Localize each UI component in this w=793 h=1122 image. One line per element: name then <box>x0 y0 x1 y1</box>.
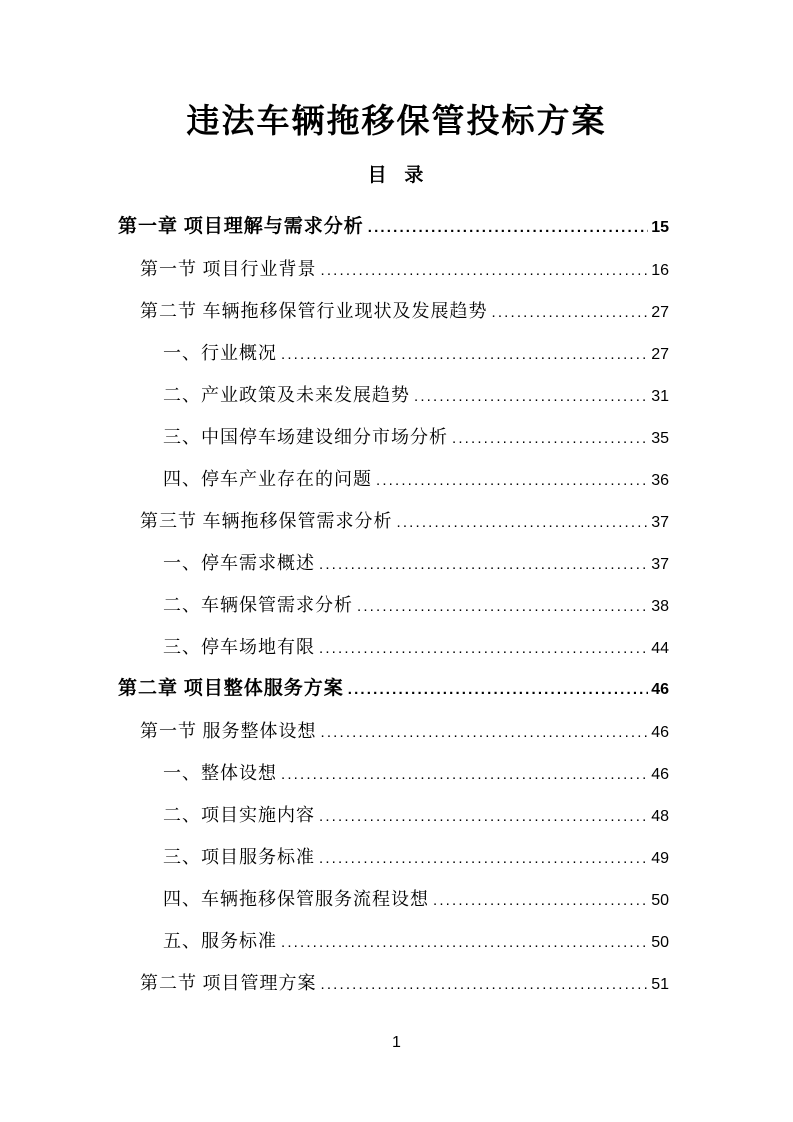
dot-leader <box>319 794 648 838</box>
toc-entry-title: 三、停车场地有限 <box>163 637 315 657</box>
toc-entry-title: 五、服务标准 <box>163 931 277 951</box>
table-of-contents <box>0 206 793 1004</box>
dot-leader <box>321 962 649 1006</box>
toc-entry[interactable] <box>118 794 669 836</box>
toc-entry-page: 51 <box>651 976 669 993</box>
toc-entry-page: 44 <box>651 640 669 657</box>
toc-entry-page: 46 <box>651 724 669 741</box>
dot-leader <box>348 668 648 711</box>
toc-entry-page: 50 <box>651 934 669 951</box>
toc-entry[interactable] <box>118 416 669 458</box>
toc-entry[interactable] <box>118 374 669 416</box>
dot-leader <box>452 416 648 460</box>
dot-leader <box>319 836 648 880</box>
toc-entry-title: 第一节 项目行业背景 <box>140 259 317 279</box>
dot-leader <box>321 248 649 292</box>
toc-entry-title: 一、整体设想 <box>163 763 277 783</box>
toc-entry-page: 49 <box>651 850 669 867</box>
toc-entry-title: 一、行业概况 <box>163 343 277 363</box>
toc-entry[interactable] <box>118 836 669 878</box>
toc-entry-page: 31 <box>651 388 669 405</box>
toc-entry[interactable] <box>118 668 669 710</box>
toc-entry-page: 36 <box>651 472 669 489</box>
toc-entry[interactable] <box>118 542 669 584</box>
toc-heading: 目 录 <box>367 165 426 186</box>
toc-entry-title: 二、车辆保管需求分析 <box>163 595 353 615</box>
dot-leader <box>319 626 648 670</box>
toc-entry[interactable] <box>118 458 669 500</box>
toc-entry-title: 二、项目实施内容 <box>163 805 315 825</box>
dot-leader <box>281 920 648 964</box>
toc-entry-page: 16 <box>651 262 669 279</box>
toc-entry[interactable] <box>118 206 669 248</box>
toc-entry-title: 第二节 项目管理方案 <box>140 973 317 993</box>
toc-entry-title: 一、停车需求概述 <box>163 553 315 573</box>
dot-leader <box>281 752 648 796</box>
dot-leader <box>414 374 648 418</box>
toc-entry-title: 三、项目服务标准 <box>163 847 315 867</box>
document-title: 违法车辆拖移保管投标方案 <box>186 104 607 140</box>
toc-entry-title: 第三节 车辆拖移保管需求分析 <box>140 511 393 531</box>
dot-leader <box>433 878 648 922</box>
toc-entry[interactable] <box>118 332 669 374</box>
dot-leader <box>492 290 649 334</box>
toc-entry-page: 50 <box>651 892 669 909</box>
toc-entry[interactable] <box>118 878 669 920</box>
toc-entry[interactable] <box>118 626 669 668</box>
dot-leader <box>376 458 648 502</box>
toc-entry-page: 46 <box>651 766 669 783</box>
toc-entry[interactable] <box>118 710 669 752</box>
toc-entry-title: 四、车辆拖移保管服务流程设想 <box>163 889 429 909</box>
page-number: 1 <box>392 1034 401 1051</box>
dot-leader <box>319 542 648 586</box>
toc-entry-page: 37 <box>651 514 669 531</box>
toc-entry[interactable] <box>118 752 669 794</box>
toc-entry-title: 第二节 车辆拖移保管行业现状及发展趋势 <box>140 301 488 321</box>
dot-leader <box>321 710 649 754</box>
toc-entry[interactable] <box>118 248 669 290</box>
dot-leader <box>357 584 648 628</box>
toc-entry[interactable] <box>118 962 669 1004</box>
toc-entry-title: 第一节 服务整体设想 <box>140 721 317 741</box>
toc-entry-title: 三、中国停车场建设细分市场分析 <box>163 427 448 447</box>
toc-entry-title: 四、停车产业存在的问题 <box>163 469 372 489</box>
toc-entry[interactable] <box>118 920 669 962</box>
dot-leader <box>281 332 648 376</box>
toc-entry-page: 46 <box>651 681 669 698</box>
toc-entry-page: 38 <box>651 598 669 615</box>
toc-entry-page: 35 <box>651 430 669 447</box>
dot-leader <box>368 206 648 249</box>
toc-entry-page: 27 <box>651 304 669 321</box>
toc-entry-page: 27 <box>651 346 669 363</box>
toc-entry-title: 第二章 项目整体服务方案 <box>118 678 344 699</box>
toc-entry-title: 第一章 项目理解与需求分析 <box>118 216 364 237</box>
toc-entry[interactable] <box>118 500 669 542</box>
toc-entry-page: 48 <box>651 808 669 825</box>
dot-leader <box>397 500 649 544</box>
toc-entry[interactable] <box>118 584 669 626</box>
toc-entry[interactable] <box>118 290 669 332</box>
toc-entry-page: 15 <box>651 219 669 236</box>
toc-entry-title: 二、产业政策及未来发展趋势 <box>163 385 410 405</box>
toc-entry-page: 37 <box>651 556 669 573</box>
